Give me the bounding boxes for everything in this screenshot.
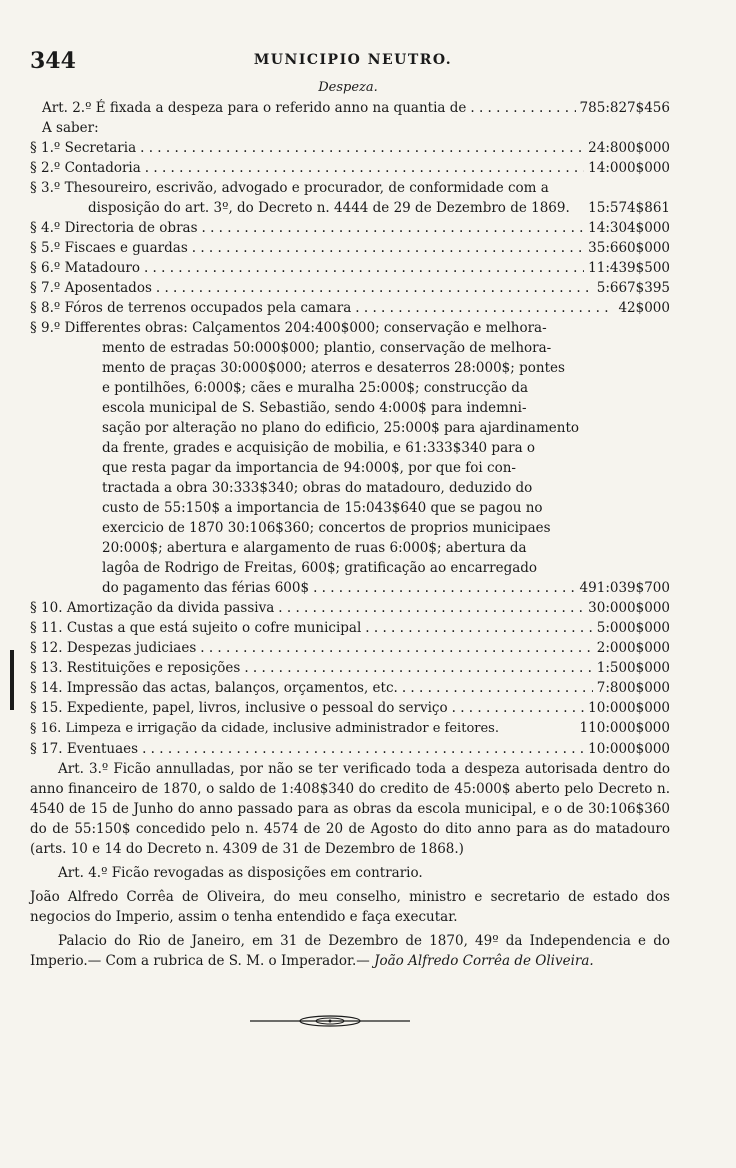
art2-line xyxy=(30,98,670,118)
ornament-divider xyxy=(250,1014,410,1028)
page-header xyxy=(30,48,676,76)
joao-paragraph: João Alfredo Corrêa de Oliveira, do meu conselho, ministro e secretario de estado dos negocios do Imperio, assim o tenha entendido e faça executar. xyxy=(30,889,670,925)
item-17: § 17. Eventuaes . . . 10:000$000 xyxy=(30,739,670,759)
document-body xyxy=(30,98,670,971)
item-2: § 2.º Contadoria . . . 14:000$000 xyxy=(30,158,670,178)
art2-amount: 785:827$456 xyxy=(579,100,670,116)
art2-text: Art. 2.º É fixada a despeza para o referido anno na quantia de xyxy=(42,100,467,116)
margin-mark xyxy=(10,650,14,710)
item-11: § 11. Custas a que está sujeito o cofre municipal . . . 5:000$000 xyxy=(30,618,670,638)
item-7: § 7.º Aposentados . . . 5:667$395 xyxy=(30,278,670,298)
item-9: § 9.º Differentes obras: Calçamentos 204:400$000; conservação e melhora- mento de estradas 50:000$000; plantio, conservação de melhora- mento de praças 30:000$000; aterros e desaterros 28:000$; pontes e pontilhões, 6:000$; cães e muralha 25:000$; construcção da escola municipal de S. Sebastião, sendo 4:000$ para indemni- sação por alteração no plano do edificio, 25:000$ para ajardinamento da frente, grades e acquisição de mobilia, e 61:333$340 para o que resta pagar da importancia de 94:000$, por que foi con- tractada a obra 30:333$340; obras do matadouro, deduzido do custo de 55:150$ a importancia de 15:043$640 que se pagou no exercicio de 1870 30:106$360; concertos de proprios municipaes 20:000$; abertura e alargamento de ruas 6:000$; abertura da lagôa de Rodrigo de Freitas, 600$; gratificação ao encarregado do pagamento das férias 600$ . . . 491:039$700 xyxy=(30,318,670,598)
running-title: MUNICIPIO NEUTRO. xyxy=(253,52,453,68)
saber-label: A saber: xyxy=(42,120,99,136)
item-1: § 1.º Secretaria . . . 24:800$000 xyxy=(30,138,670,158)
item-15: § 15. Expediente, papel, livros, inclusive o pessoal do serviço . . . 10:000$000 xyxy=(30,698,670,718)
palacio-paragraph: Palacio do Rio de Janeiro, em 31 de Dezembro de 1870, 49º da Independencia e do Imperio.— Com a rubrica de S. M. o Imperador.— João Alfredo Corrêa de Oliveira. xyxy=(30,933,670,969)
item-3: § 3.º Thesoureiro, escrivão, advogado e procurador, de conformidade com a disposição do art. 3º, do Decreto n. 4444 de 29 de Dezembro de 1869. 15:574$861 xyxy=(30,180,670,216)
item-14: § 14. Impressão das actas, balanços, orçamentos, etc. . . . 7:800$000 xyxy=(30,678,670,698)
item-16: § 16. Limpeza e irrigação da cidade, inclusive administrador e feitores. 110:000$000 xyxy=(30,720,670,736)
item-10: § 10. Amortização da divida passiva . . . 30:000$000 xyxy=(30,598,670,618)
page-number: 344 xyxy=(30,48,76,74)
item-8: § 8.º Fóros de terrenos occupados pela camara . . . 42$000 xyxy=(30,298,670,318)
item-5: § 5.º Fiscaes e guardas . . . 35:660$000 xyxy=(30,238,670,258)
art3-paragraph: Art. 3.º Ficão annulladas, por não se ter verificado toda a despeza autorisada dentro do anno financeiro de 1870, o saldo de 1:408$340 do credito de 45:000$ aberto pelo Decreto n. 4540 de 15 de Junho do anno passado para as obras da escola municipal, e o de 30:106$360 do de 55:150$ concedido pelo n. 4574 de 20 de Agosto do dito anno para as do matadouro (arts. 10 e 14 do Decreto n. 4309 de 31 de Dezembro de 1868.) xyxy=(30,761,670,857)
item-12: § 12. Despezas judiciaes . . . 2:000$000 xyxy=(30,638,670,658)
item-6: § 6.º Matadouro . . . 11:439$500 xyxy=(30,258,670,278)
section-title: Despeza. xyxy=(318,80,378,95)
signature: João Alfredo Corrêa de Oliveira. xyxy=(374,953,594,969)
art4-paragraph: Art. 4.º Ficão revogadas as disposições em contrario. xyxy=(58,865,423,881)
item-4: § 4.º Directoria de obras . . . 14:304$000 xyxy=(30,218,670,238)
item-13: § 13. Restituições e reposições . . . 1:500$000 xyxy=(30,658,670,678)
